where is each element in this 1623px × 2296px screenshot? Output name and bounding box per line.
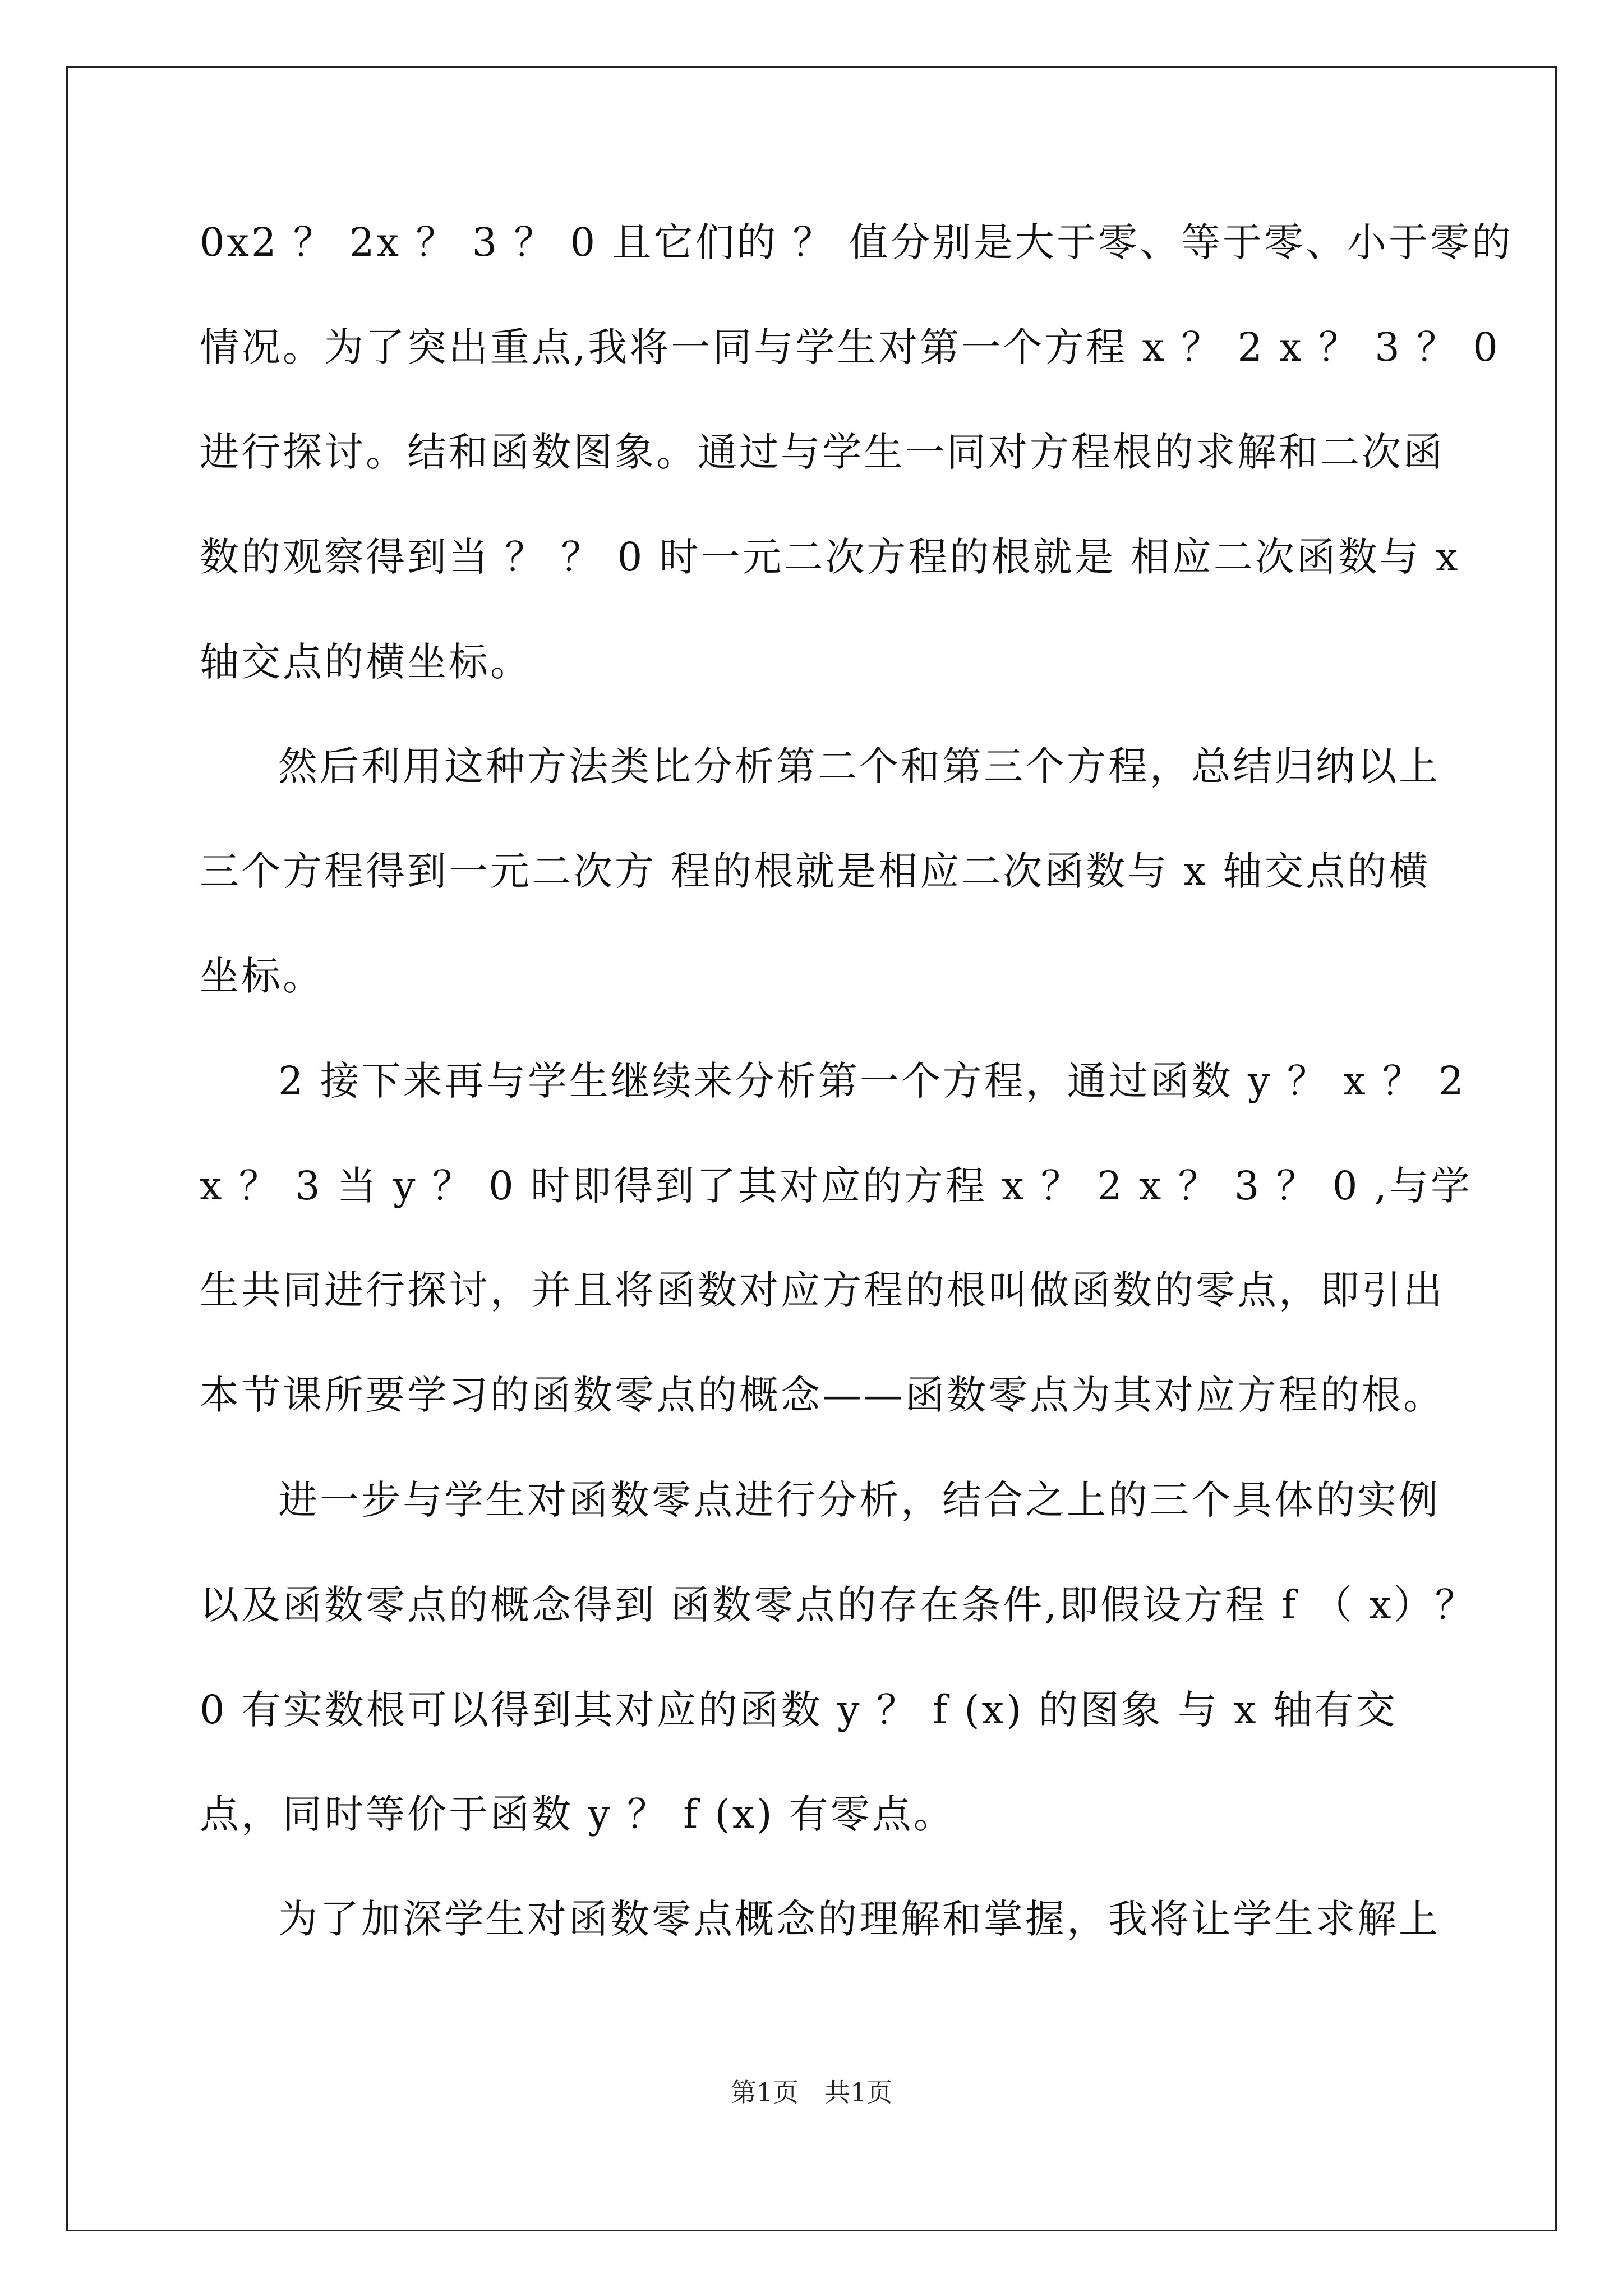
text-line: 0 有实数根可以得到其对应的函数 y ？ f (x) 的图象 与 x 轴有交 <box>200 1687 1398 1733</box>
paragraph-start-line: 为了加深学生对函数零点概念的理解和掌握，我将让学生求解上 <box>278 1896 1440 1942</box>
text-line: 以及函数零点的概念得到 函数零点的存在条件,即假设方程 f （ x）？ <box>200 1582 1477 1628</box>
text-line: 情况。为了突出重点,我将一同与学生对第一个方程 x ？ 2 x ？ 3 ？ 0 <box>200 324 1500 370</box>
text-line: 0x2 ？ 2x ？ 3 ？ 0 且它们的 ？ 值分别是大于零、等于零、小于零的 <box>200 219 1513 265</box>
paragraph-start-line: 然后利用这种方法类比分析第二个和第三个方程，总结归纳以上 <box>278 743 1440 789</box>
page-number-footer: 第1页 共1页 <box>730 2077 893 2108</box>
text-line: x ？ 3 当 y ？ 0 时即得到了其对应的方程 x ？ 2 x ？ 3 ？ 0 ,与学 <box>200 1163 1472 1209</box>
text-line: 进行探讨。结和函数图象。通过与学生一同对方程根的求解和二次函 <box>200 429 1445 475</box>
paragraph-start-line: 进一步与学生对函数零点进行分析，结合之上的三个具体的实例 <box>278 1477 1440 1523</box>
text-line: 坐标。 <box>200 953 324 999</box>
paragraph-start-line: 2 接下来再与学生继续来分析第一个方程，通过函数 y ？ x ？ 2 <box>278 1058 1466 1104</box>
text-line: 点，同时等价于函数 y ？ f (x) 有零点。 <box>200 1791 955 1837</box>
text-line: 轴交点的横坐标。 <box>200 639 532 685</box>
text-line: 生共同进行探讨，并且将函数对应方程的根叫做函数的零点，即引出 <box>200 1267 1445 1313</box>
text-line: 数的观察得到当 ？ ？ 0 时一元二次方程的根就是 相应二次函数与 x <box>200 534 1460 580</box>
text-line: 三个方程得到一元二次方 程的根就是相应二次函数与 x 轴交点的横 <box>200 848 1431 894</box>
text-line: 本节课所要学习的函数零点的概念——函数零点为其对应方程的根。 <box>200 1372 1445 1418</box>
